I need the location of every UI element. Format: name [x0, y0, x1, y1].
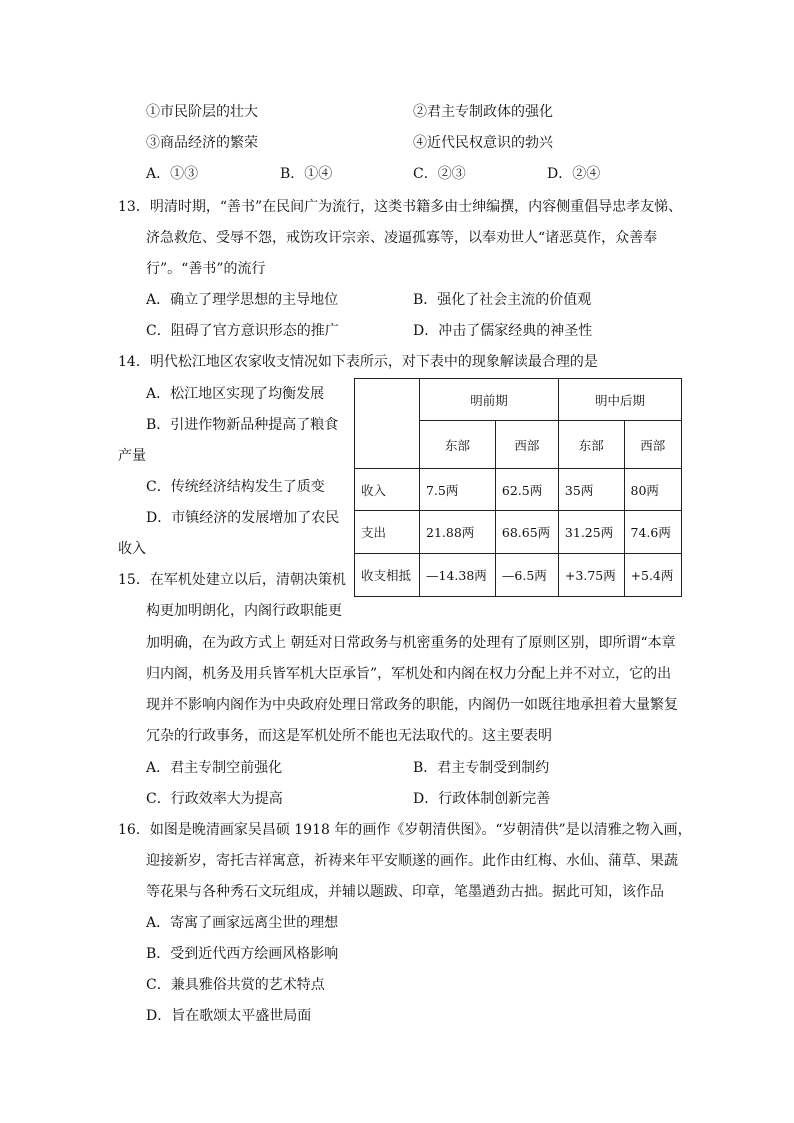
table-region-header: 东部	[558, 421, 624, 469]
q16-option-d: D．旨在歌颂太平盛世局面	[146, 1008, 312, 1024]
q13-stem-line-2: 济急救危、受辱不怨，戒饬攻讦宗亲、凌逼孤寡等，以奉劝世人“诸恶莫作，众善奉	[146, 230, 658, 246]
q14-stem: 14．明代松江地区农家收支情况如下表所示，对下表中的现象解读最合理的是	[118, 354, 598, 370]
table-corner-cell	[355, 379, 420, 469]
income-expense-table	[354, 378, 682, 597]
q15-option-a: A．君主专制空前强化	[146, 760, 283, 776]
table-cell: 35两	[558, 469, 624, 511]
table-cell: 74.6两	[624, 511, 681, 554]
q12-item-1: ①市民阶层的壮大	[146, 104, 258, 120]
table-row-label: 支出	[355, 511, 420, 554]
q15-stem-line-4: 归内阁，机务及用兵皆军机大臣承旨”，军机处和内阁在权力分配上并不对立，它的出	[146, 666, 672, 682]
q16-stem-line-2: 迎接新岁，寄托吉祥寓意，祈祷来年平安顺遂的画作。此作由红梅、水仙、蒲草、果蔬	[146, 853, 678, 869]
table-row	[355, 554, 682, 597]
q15-stem-line-6: 冗杂的行政事务，而这是军机处所不能也无法取代的。这主要表明	[146, 728, 552, 744]
table-cell: 80两	[624, 469, 681, 511]
table-row	[355, 511, 682, 554]
table-row-label: 收入	[355, 469, 420, 511]
q12-item-2: ②君主专制政体的强化	[413, 104, 553, 120]
q12-item-4: ④近代民权意识的勃兴	[413, 135, 553, 151]
q13-option-a: A．确立了理学思想的主导地位	[146, 292, 339, 308]
table-cell: —14.38两	[420, 554, 496, 597]
q13-option-b: B．强化了社会主流的价值观	[413, 292, 592, 308]
table-region-header: 东部	[420, 421, 496, 469]
q15-stem-line-2: 构更加明朗化，内阁行政职能更	[146, 603, 342, 619]
q16-option-a: A．寄寓了画家远离尘世的理想	[146, 915, 339, 931]
q14-option-b: B．引进作物新品种提高了粮食	[146, 417, 339, 433]
table-region-header: 西部	[624, 421, 681, 469]
q16-stem-line-1: 16．如图是晚清画家吴昌硕 1918 年的画作《岁朝清供图》。“岁朝清供”是以清雅之物入画，	[118, 822, 692, 838]
q15-option-c: C．行政效率大为提高	[146, 791, 283, 807]
q13-stem-line-1: 13．明清时期，“善书”在民间广为流行，这类书籍多由士绅编撰，内容侧重倡导忠孝友悌、	[118, 199, 683, 215]
q15-option-d: D．行政体制创新完善	[413, 791, 551, 807]
table-row-label: 收支相抵	[355, 554, 420, 597]
q15-stem-line-3: 加明确，在为政方式上 朝廷对日常政务与机密重务的处理有了原则区别，即所谓“本章	[146, 635, 676, 651]
table-cell: —6.5两	[495, 554, 558, 597]
q13-stem-line-3: 行”。“善书”的流行	[146, 261, 266, 277]
q12-option-a: A．①③	[146, 166, 199, 182]
q16-stem-line-3: 等花果与各种秀石文玩组成，并辅以题跋、印章，笔墨遒劲古拙。据此可知，该作品	[146, 884, 664, 900]
table-cell: +5.4两	[624, 554, 681, 597]
q12-item-3: ③商品经济的繁荣	[146, 135, 258, 151]
q14-option-c: C．传统经济结构发生了质变	[146, 479, 325, 495]
q15-option-b: B．君主专制受到制约	[413, 760, 550, 776]
table-region-header: 西部	[495, 421, 558, 469]
q14-option-d-cont: 收入	[118, 541, 146, 557]
table-cell: +3.75两	[558, 554, 624, 597]
table-period-header: 明中后期	[558, 379, 681, 421]
table-cell: 21.88两	[420, 511, 496, 554]
q14-option-a: A．松江地区实现了均衡发展	[146, 386, 325, 402]
q13-option-c: C．阻碍了官方意识形态的推广	[146, 323, 339, 339]
q15-stem-line-5: 现并不影响内阁作为中央政府处理日常政务的职能，内阁仍一如既往地承担着大量繁复	[146, 697, 678, 713]
table-cell: 62.5两	[495, 469, 558, 511]
q14-option-b-cont: 产量	[118, 448, 146, 464]
table-cell: 7.5两	[420, 469, 496, 511]
q12-option-c: C．②③	[413, 166, 466, 182]
table-cell: 31.25两	[558, 511, 624, 554]
q12-option-d: D．②④	[547, 166, 601, 182]
q14-option-d: D．市镇经济的发展增加了农民	[146, 510, 340, 526]
q15-stem-line-1: 15．在军机处建立以后，清朝决策机	[118, 572, 346, 588]
table-row	[355, 469, 682, 511]
q12-option-b: B．①④	[280, 166, 333, 182]
q13-option-d: D．冲击了儒家经典的神圣性	[413, 323, 593, 339]
q16-option-c: C．兼具雅俗共赏的艺术特点	[146, 977, 325, 993]
q16-option-b: B．受到近代西方绘画风格影响	[146, 946, 339, 962]
table-period-header: 明前期	[420, 379, 559, 421]
table-cell: 68.65两	[495, 511, 558, 554]
